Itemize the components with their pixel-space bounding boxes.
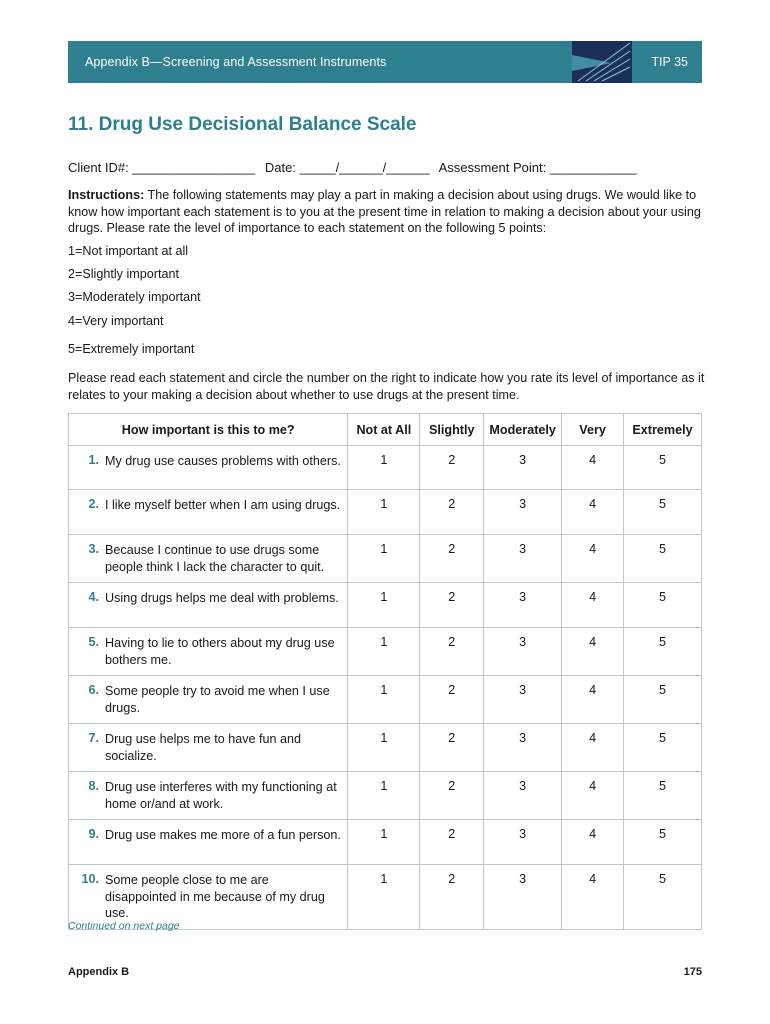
statement-cell [69, 820, 348, 865]
statement-cell [69, 628, 348, 676]
rating-option[interactable]: 2 [420, 583, 484, 628]
rating-option[interactable]: 4 [562, 490, 624, 535]
statement-cell [69, 490, 348, 535]
header-band [68, 41, 702, 83]
rating-option[interactable]: 4 [562, 820, 624, 865]
statement-cell [69, 772, 348, 820]
rating-option[interactable]: 1 [348, 583, 420, 628]
page-title: 11. Drug Use Decisional Balance Scale [68, 114, 417, 135]
statement-number: 9. [88, 827, 99, 841]
rating-option[interactable]: 1 [348, 446, 420, 490]
table-row [69, 535, 702, 583]
rating-option[interactable]: 2 [420, 772, 484, 820]
rating-option[interactable]: 5 [624, 772, 702, 820]
header-slightly: Slightly [420, 414, 484, 446]
statement-text: My drug use causes problems with others. [105, 454, 341, 468]
assessment-point-field[interactable]: Assessment Point: ____________ [438, 160, 637, 175]
statement-number: 8. [88, 779, 99, 793]
rating-option[interactable]: 3 [484, 820, 562, 865]
read-note: Please read each statement and circle the number on the right to indicate how you rate its level of importance as it relates to your making a decision about whether to use drugs at the present time. [68, 371, 705, 402]
statement-cell [69, 535, 348, 583]
rating-option[interactable]: 5 [624, 865, 702, 930]
instructions [68, 187, 708, 237]
client-id-field[interactable]: Client ID#: _________________ [68, 160, 256, 175]
rating-option[interactable]: 4 [562, 865, 624, 930]
statement-number: 4. [88, 590, 99, 604]
rating-option[interactable]: 3 [484, 865, 562, 930]
rating-option[interactable]: 5 [624, 820, 702, 865]
rating-option[interactable]: 2 [420, 865, 484, 930]
rating-option[interactable]: 4 [562, 446, 624, 490]
scale-item: 3=Moderately important [68, 290, 201, 304]
rating-option[interactable]: 2 [420, 535, 484, 583]
header-tip-label: TIP 35 [651, 55, 688, 69]
rating-option[interactable]: 5 [624, 446, 702, 490]
date-field[interactable]: Date: _____/______/______ [264, 160, 430, 175]
rating-option[interactable]: 1 [348, 676, 420, 724]
rating-option[interactable]: 5 [624, 676, 702, 724]
statement-text: Some people close to me are disappointed in me because of my drug use. [105, 873, 325, 920]
statement-text: Drug use makes me more of a fun person. [105, 828, 341, 842]
continued-note: Continued on next page [68, 920, 180, 932]
rating-option[interactable]: 3 [484, 772, 562, 820]
statement-number: 10. [81, 872, 99, 886]
rating-option[interactable]: 5 [624, 535, 702, 583]
statement-text: Some people try to avoid me when I use drugs. [105, 684, 330, 715]
rating-option[interactable]: 1 [348, 772, 420, 820]
rating-option[interactable]: 1 [348, 724, 420, 772]
rating-option[interactable]: 4 [562, 724, 624, 772]
scale-item: 4=Very important [68, 314, 164, 328]
page-number: 175 [683, 966, 702, 978]
rating-table [68, 413, 702, 930]
rating-option[interactable]: 1 [348, 535, 420, 583]
instructions-label: Instructions: [68, 188, 145, 202]
rating-option[interactable]: 1 [348, 628, 420, 676]
statement-text: Drug use helps me to have fun and socialize. [105, 732, 302, 763]
table-row [69, 628, 702, 676]
table-row [69, 772, 702, 820]
statement-text: Using drugs helps me deal with problems. [105, 591, 339, 605]
statement-number: 6. [88, 683, 99, 697]
table-row [69, 490, 702, 535]
rating-option[interactable]: 2 [420, 490, 484, 535]
statement-number: 7. [88, 731, 99, 745]
rating-option[interactable]: 4 [562, 583, 624, 628]
table-header-row [69, 414, 702, 446]
rating-option[interactable]: 1 [348, 865, 420, 930]
statement-text: I like myself better when I am using drugs. [105, 498, 341, 512]
rating-option[interactable]: 3 [484, 676, 562, 724]
rating-option[interactable]: 2 [420, 446, 484, 490]
header-not-at-all: Not at All [348, 414, 420, 446]
table-row [69, 676, 702, 724]
tip-logo-icon [572, 41, 632, 83]
rating-option[interactable]: 3 [484, 446, 562, 490]
table-row [69, 724, 702, 772]
statement-text: Because I continue to use drugs some people think I lack the character to quit. [105, 543, 325, 574]
header-very: Very [562, 414, 624, 446]
statement-number: 3. [88, 542, 99, 556]
table-row [69, 820, 702, 865]
statement-cell [69, 446, 348, 490]
rating-option[interactable]: 5 [624, 724, 702, 772]
scale-item: 2=Slightly important [68, 267, 179, 281]
statement-number: 1. [88, 453, 99, 467]
rating-option[interactable]: 5 [624, 583, 702, 628]
rating-option[interactable]: 3 [484, 490, 562, 535]
header-statement: How important is this to me? [69, 414, 348, 446]
rating-option[interactable]: 4 [562, 772, 624, 820]
statement-cell [69, 676, 348, 724]
rating-option[interactable]: 4 [562, 628, 624, 676]
instructions-text: The following statements may play a part in making a decision about using drugs. We would like to know how important each statement is to you at the present time in relation to making a decision about your using drugs. Please rate the level of importance to each statement on the following 5 points: [68, 188, 701, 235]
rating-option[interactable]: 5 [624, 628, 702, 676]
statement-text: Having to lie to others about my drug use bothers me. [105, 636, 335, 667]
table-row [69, 583, 702, 628]
footer-appendix: Appendix B [68, 966, 130, 978]
rating-option[interactable]: 2 [420, 628, 484, 676]
statement-number: 5. [88, 635, 99, 649]
header-section-title: Appendix B—Screening and Assessment Instruments [85, 55, 387, 69]
header-extremely: Extremely [624, 414, 702, 446]
rating-option[interactable]: 3 [484, 583, 562, 628]
statement-cell [69, 724, 348, 772]
client-info-line [68, 160, 643, 175]
header-moderately: Moderately [484, 414, 562, 446]
rating-option[interactable]: 3 [484, 628, 562, 676]
rating-option[interactable]: 1 [348, 490, 420, 535]
scale-item: 5=Extremely important [68, 342, 195, 356]
rating-option[interactable]: 1 [348, 820, 420, 865]
rating-option[interactable]: 4 [562, 535, 624, 583]
rating-option[interactable]: 2 [420, 820, 484, 865]
rating-option[interactable]: 3 [484, 724, 562, 772]
rating-option[interactable]: 4 [562, 676, 624, 724]
rating-option[interactable]: 2 [420, 676, 484, 724]
scale-item: 1=Not important at all [68, 244, 189, 258]
rating-option[interactable]: 3 [484, 535, 562, 583]
rating-option[interactable]: 2 [420, 724, 484, 772]
statement-cell [69, 583, 348, 628]
statement-text: Drug use interferes with my functioning at home or/and at work. [105, 780, 337, 811]
table-row [69, 446, 702, 490]
rating-option[interactable]: 5 [624, 490, 702, 535]
statement-number: 2. [88, 497, 99, 511]
